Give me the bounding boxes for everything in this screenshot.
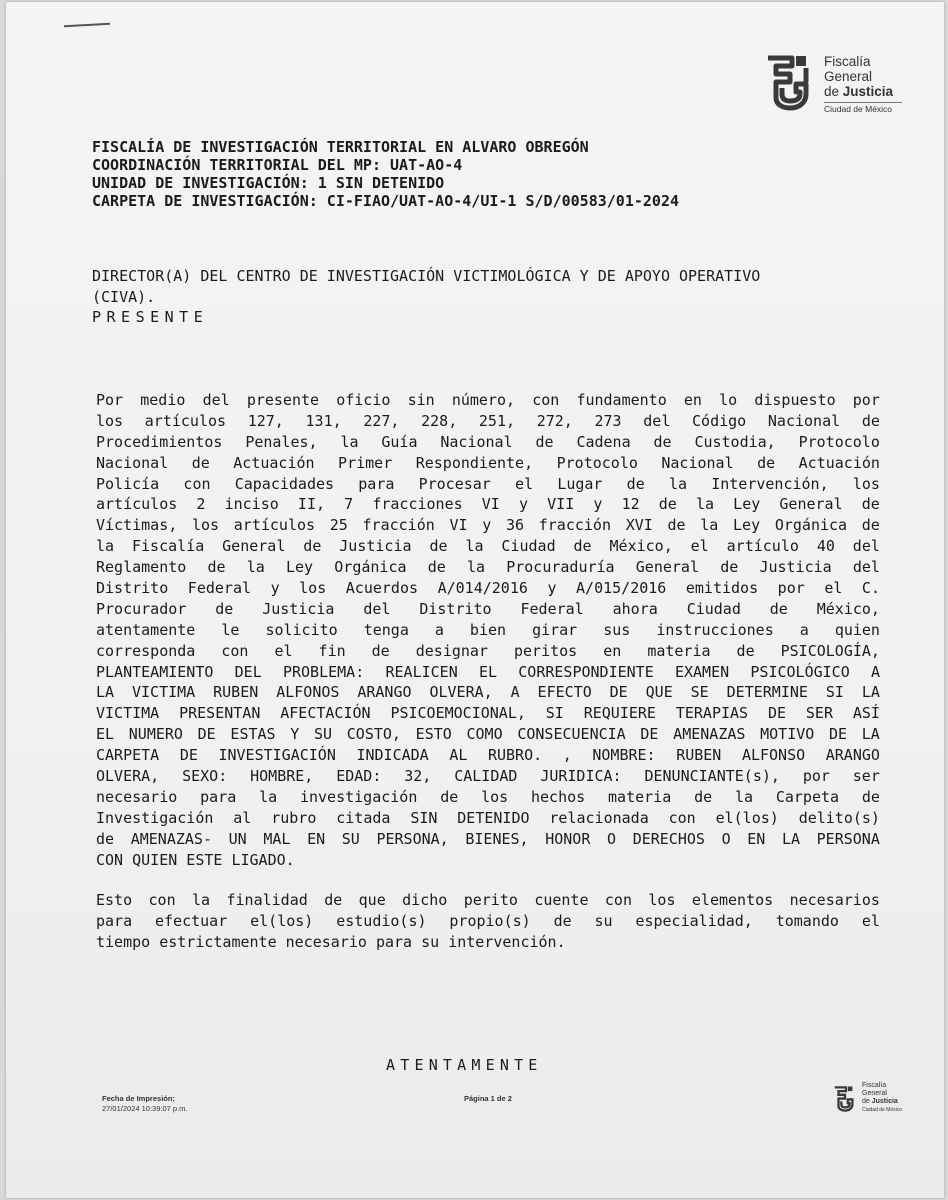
body-line: corresponda con el fin de designar peritos en materia de PSICOLOGÍA, [96,641,880,660]
body-line: Procurador de Justicia del Distrito Federal ahora Ciudad de México, [96,599,880,618]
logo-line-1: Fiscalía [824,54,871,69]
body-line: Por medio del presente oficio sin número, con fundamento en lo dispuesto por [96,391,880,409]
document-page [6,2,944,1198]
closing-atentamente: ATENTAMENTE [386,1056,543,1074]
body-line: la Fiscalía General de Justicia de la Ciudad de México, el artículo 40 del [96,537,880,556]
body-line: EL NUMERO DE ESTAS Y SU COSTO, ESTO COMO CONSECUENCIA DE AMENAZAS MOTIVO DE LA [96,725,880,744]
body-line: tiempo estrictamente necesario para su intervención. [96,932,566,951]
body-line: Distrito Federal y los Acuerdos A/014/2016 y A/015/2016 emitidos por el C. [96,579,880,598]
body-paragraph-1 [96,390,880,870]
logo-footer-line-3: de Justicia [862,1098,898,1105]
logo-footer-line-2: General [862,1090,887,1097]
body-line: Policía con Capacidades para Procesar el Lugar de la Intervención, los [96,474,880,493]
logo-footer-line-1: Fiscalía [862,1082,887,1089]
logo-line-2: General [824,69,873,84]
fgj-logo-footer [832,1082,912,1120]
body-line: PLANTEAMIENTO DEL PROBLEMA: REALICEN EL CORRESPONDIENTE EXAMEN PSICOLÓGICO A [96,662,880,681]
body-line: CARPETA DE INVESTIGACIÓN INDICADA AL RUBRO. , NOMBRE: RUBEN ALFONSO ARANGO [96,746,880,765]
logo-footer-city: Ciudad de México [862,1107,903,1113]
logo-divider [824,102,902,103]
fgj-emblem-small-icon [832,1082,858,1116]
body-line: Reglamento de la Ley Orgánica de la Procuraduría General de Justicia del [96,558,880,577]
body-line: CON QUIEN ESTE LIGADO. [96,850,295,869]
header-line-3: UNIDAD DE INVESTIGACIÓN: 1 SIN DETENIDO [92,174,445,192]
body-line: Procedimientos Penales, la Guía Nacional de Cadena de Custodia, Protocolo [96,432,880,451]
pen-mark [64,23,110,27]
page-number: Página 1 de 2 [464,1094,512,1103]
body-line: Esto con la finalidad de que dicho perito cuente con los elementos necesarios [96,891,880,909]
body-line: LA VICTIMA RUBEN ALFONOS ARANGO OLVERA, A EFECTO DE QUE SE DETERMINE SI LA [96,683,880,702]
body-line: Investigación al rubro citada SIN DETENIDO relacionada con el(los) delito(s) [96,808,880,827]
body-line: artículos 2 inciso II, 7 fracciones VI y VII y 12 de la Ley General de [96,495,880,514]
addressee-line-2: (CIVA). [92,287,156,306]
body-paragraph-2 [96,890,880,953]
addressee-line-1: DIRECTOR(A) DEL CENTRO DE INVESTIGACIÓN VICTIMOLÓGICA Y DE APOYO OPERATIVO [92,267,761,285]
body-line: VICTIMA PRESENTAN AFECTACIÓN PSICOEMOCIONAL, SI REQUIERE TERAPIAS DE SER ASÍ [96,704,880,723]
header-line-4: CARPETA DE INVESTIGACIÓN: CI-FIAO/UAT-AO-4/UI-1 S/D/00583/01-2024 [92,192,679,210]
print-date-value: 27/01/2024 10:39:07 p.m. [102,1104,188,1113]
fgj-logo [762,54,912,116]
body-line: los artículos 127, 131, 227, 228, 251, 272, 273 del Código Nacional de [96,411,880,430]
fgj-emblem-icon [762,54,818,112]
logo-line-3: de Justicia [824,84,894,99]
body-line: atentamente le solicito tenga a bien girar sus instrucciones a quien [96,620,880,639]
header-line-1: FISCALÍA DE INVESTIGACIÓN TERRITORIAL EN ALVARO OBREGÓN [92,138,589,156]
print-date-label: Fecha de Impresión: [102,1094,175,1103]
addressee-block [92,266,760,328]
body-line: OLVERA, SEXO: HOMBRE, EDAD: 32, CALIDAD JURIDICA: DENUNCIANTE(s), por ser [96,767,880,786]
presente-label: PRESENTE [92,308,209,326]
logo-city: Ciudad de México [824,104,893,114]
document-header [92,138,679,210]
header-line-2: COORDINACIÓN TERRITORIAL DEL MP: UAT-AO-4 [92,156,463,174]
body-line: de AMENAZAS- UN MAL EN SU PERSONA, BIENES, HONOR O DERECHOS O EN LA PERSONA [96,829,880,848]
body-line: para efectuar el(los) estudio(s) propio(s) de su especialidad, tomando el [96,911,880,930]
body-line: Víctimas, los artículos 25 fracción VI y 36 fracción XVI de la Ley Orgánica de [96,516,880,535]
body-line: Nacional de Actuación Primer Respondiente, Protocolo Nacional de Actuación [96,453,880,472]
body-line: necesario para la investigación de los hechos materia de la Carpeta de [96,787,880,806]
